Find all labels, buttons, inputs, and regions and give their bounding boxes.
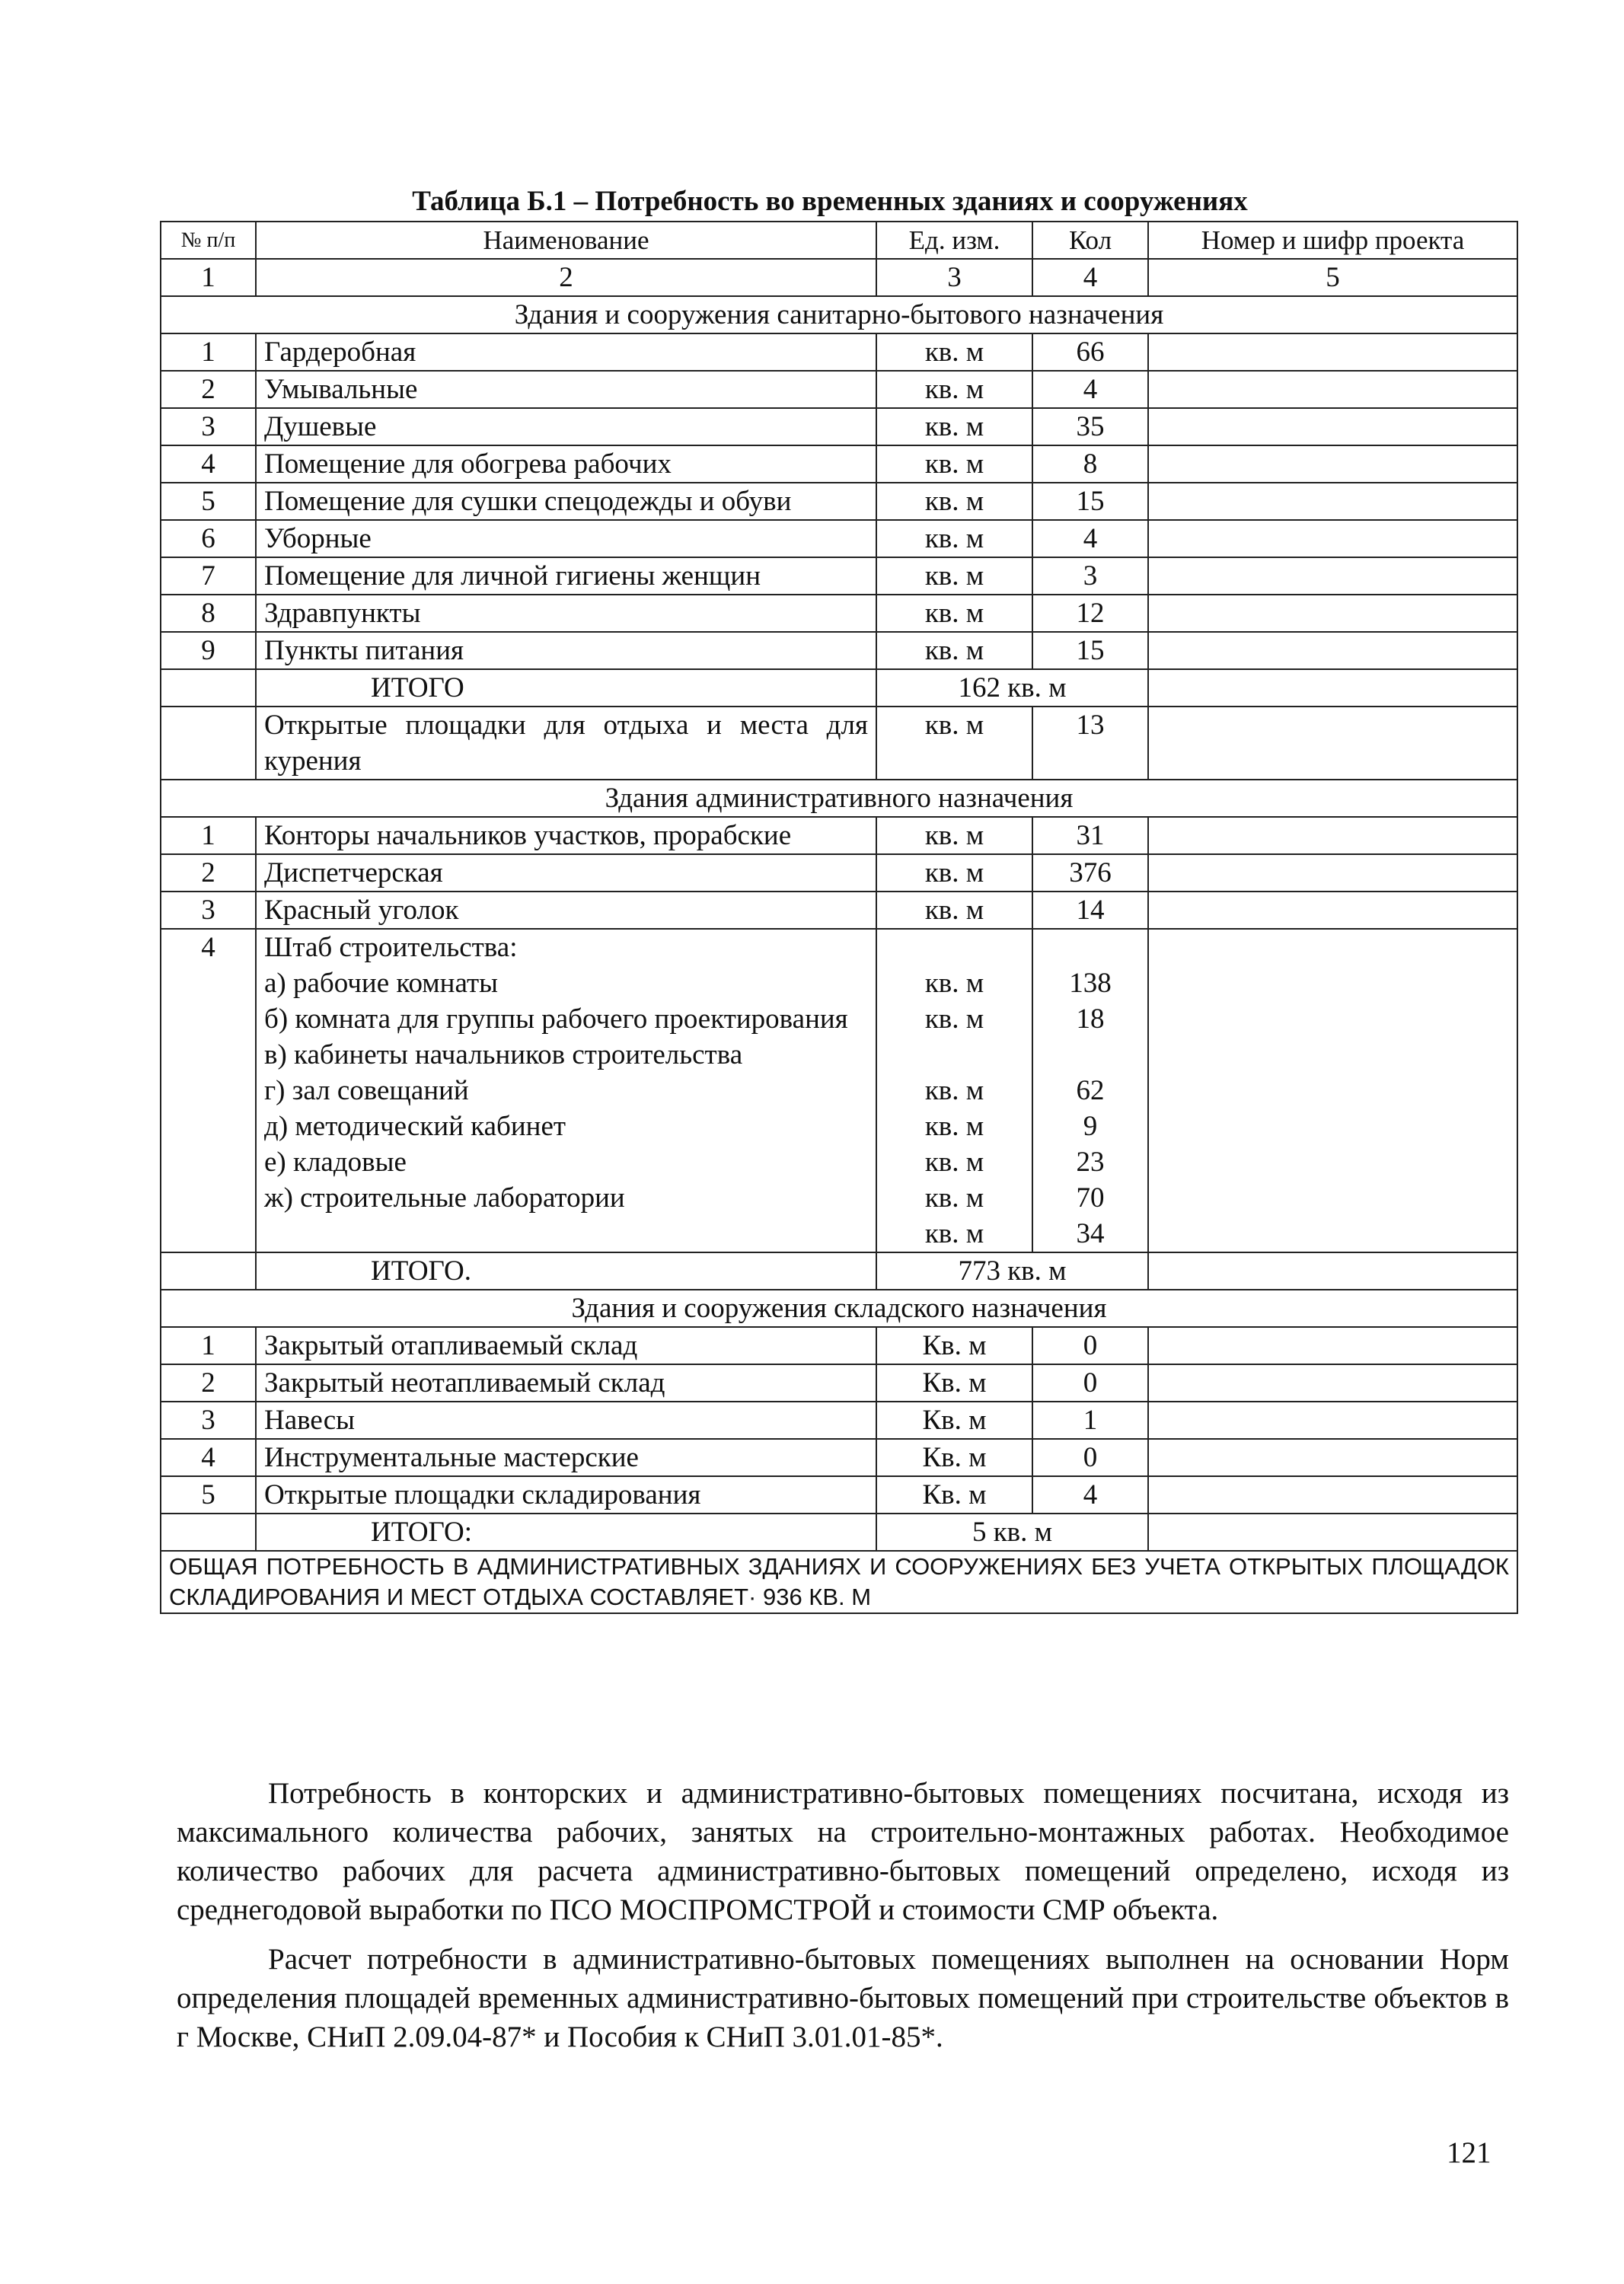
row-unit: кв. м xyxy=(876,445,1032,483)
row-unit: кв. м xyxy=(876,333,1032,371)
hq-item-unit: кв. м xyxy=(924,1075,984,1106)
row-project xyxy=(1148,333,1517,371)
row-name: Инструментальные мастерские xyxy=(256,1439,876,1476)
subtotal-row xyxy=(161,1514,1517,1551)
row-qty: 1 xyxy=(1032,1402,1148,1439)
row-project xyxy=(1148,408,1517,445)
row-project xyxy=(1148,707,1517,780)
row-name: Закрытый отапливаемый склад xyxy=(256,1327,876,1364)
hq-item-name: а) рабочие комнаты xyxy=(264,968,498,999)
table-row xyxy=(161,817,1517,854)
paragraph: Расчет потребности в административно-бытовых помещениях выполнен на основании Норм определения площадей временных административно-бытовых помещений при строительстве объектов в г Москве, СНиП 2.09.04-87* и Пособия к СНиП 3.01.01-85*. xyxy=(177,1943,1509,2053)
spacer xyxy=(1041,1037,1140,1073)
hq-item-unit: кв. м xyxy=(924,1182,984,1214)
row-number xyxy=(161,707,256,780)
row-qty: 35 xyxy=(1032,408,1148,445)
hq-item-qty: 70 xyxy=(1076,1182,1105,1214)
row-unit: Кв. м xyxy=(876,1439,1032,1476)
row-number: 3 xyxy=(161,892,256,929)
column-number: 2 xyxy=(256,259,876,296)
subtotal-empty xyxy=(161,1252,256,1290)
subtotal-label: ИТОГО xyxy=(256,669,876,707)
row-project xyxy=(1148,557,1517,595)
section-title: Здания и сооружения санитарно-бытового назначения xyxy=(161,296,1517,333)
row-project xyxy=(1148,632,1517,669)
hq-item-unit: кв. м xyxy=(924,1111,984,1142)
row-qty: 4 xyxy=(1032,371,1148,408)
paragraph: Потребность в конторских и административно-бытовых помещениях посчитана, исходя из максимального количества рабочих, занятых на строительно-монтажных работах. Необходимое количество рабочих для расчета административно-бытовых помещений определено, исходя из среднегодовой выработки по ПСО МОСПРОМСТРОЙ и стоимости СМР объекта. xyxy=(177,1777,1509,1926)
row-project xyxy=(1148,817,1517,854)
row-unit: кв. м xyxy=(876,520,1032,557)
row-unit: Кв. м xyxy=(876,1402,1032,1439)
row-project xyxy=(1148,483,1517,520)
subtotal-value: 5 кв. м xyxy=(876,1514,1148,1551)
hq-item-name: д) методический кабинет xyxy=(264,1111,566,1142)
row-name: Душевые xyxy=(256,408,876,445)
table-row xyxy=(161,595,1517,632)
row-qty: 0 xyxy=(1032,1364,1148,1402)
table-row xyxy=(161,1327,1517,1364)
subtotal-value: 773 кв. м xyxy=(876,1252,1148,1290)
row-name: Гардеробная xyxy=(256,333,876,371)
row-number: 2 xyxy=(161,371,256,408)
row-unit: кв. м xyxy=(876,483,1032,520)
table-header-row xyxy=(161,222,1517,259)
hq-title: Штаб строительства: xyxy=(264,932,518,963)
table-row xyxy=(161,333,1517,371)
hq-item-qty: 23 xyxy=(1076,1147,1105,1178)
row-name xyxy=(256,929,876,1252)
row-unit: кв. м xyxy=(876,595,1032,632)
row-number: 3 xyxy=(161,1402,256,1439)
subtotal-empty xyxy=(161,669,256,707)
row-unit: кв. м xyxy=(876,408,1032,445)
row-project xyxy=(1148,1364,1517,1402)
row-name: Красный уголок xyxy=(256,892,876,929)
subtotal-empty xyxy=(161,1514,256,1551)
row-unit: Кв. м xyxy=(876,1476,1032,1514)
subtotal-row xyxy=(161,1252,1517,1290)
row-number: 4 xyxy=(161,929,256,1252)
row-qty: 66 xyxy=(1032,333,1148,371)
row-qty: 15 xyxy=(1032,632,1148,669)
row-qty: 0 xyxy=(1032,1439,1148,1476)
grand-total-text: ОБЩАЯ ПОТРЕБНОСТЬ В АДМИНИСТРАТИВНЫХ ЗДАНИЯХ И СООРУЖЕНИЯХ БЕЗ УЧЕТА ОТКРЫТЫХ ПЛОЩАДОК СКЛАДИРОВАНИЯ И МЕСТ ОТДЫХА СОСТАВЛЯЕТ· 936 КВ. М xyxy=(161,1551,1517,1613)
row-project xyxy=(1148,595,1517,632)
hq-item-name: г) зал совещаний xyxy=(264,1075,469,1106)
row-project xyxy=(1148,520,1517,557)
table-row-hq xyxy=(161,929,1517,1252)
subtotal-label: ИТОГО: xyxy=(256,1514,876,1551)
hq-item-unit: кв. м xyxy=(924,968,984,999)
row-name: Конторы начальников участков, прорабские xyxy=(256,817,876,854)
row-number: 5 xyxy=(161,483,256,520)
row-unit: кв. м xyxy=(876,817,1032,854)
row-project xyxy=(1148,1402,1517,1439)
row-name: Пункты питания xyxy=(256,632,876,669)
row-unit: кв. м xyxy=(876,371,1032,408)
section-header-row xyxy=(161,296,1517,333)
row-number: 6 xyxy=(161,520,256,557)
row-name: Открытые площадки складирования xyxy=(256,1476,876,1514)
row-number: 4 xyxy=(161,1439,256,1476)
subtotal-project xyxy=(1148,1514,1517,1551)
subtotal-value: 162 кв. м xyxy=(876,669,1148,707)
row-qty: 376 xyxy=(1032,854,1148,892)
row-name: Помещение для сушки спецодежды и обуви xyxy=(256,483,876,520)
hq-item-name: б) комната для группы рабочего проектирования xyxy=(264,1003,848,1035)
table-row xyxy=(161,1476,1517,1514)
hq-item-name: в) кабинеты начальников строительства xyxy=(264,1039,743,1070)
body-text xyxy=(177,1774,1509,2056)
row-number: 2 xyxy=(161,1364,256,1402)
table-row xyxy=(161,1402,1517,1439)
row-number: 1 xyxy=(161,817,256,854)
row-number: 9 xyxy=(161,632,256,669)
table-row xyxy=(161,854,1517,892)
table-row-extra xyxy=(161,707,1517,780)
hq-item-unit: кв. м xyxy=(924,1218,984,1249)
subtotal-label: ИТОГО. xyxy=(256,1252,876,1290)
row-qty: 12 xyxy=(1032,595,1148,632)
column-number: 1 xyxy=(161,259,256,296)
row-project xyxy=(1148,929,1517,1252)
page-number: 121 xyxy=(1447,2136,1492,2169)
requirements-table xyxy=(160,221,1518,1614)
hq-item-qty: 9 xyxy=(1083,1111,1098,1142)
table-row xyxy=(161,445,1517,483)
section-title: Здания административного назначения xyxy=(161,780,1517,817)
row-name: Диспетчерская xyxy=(256,854,876,892)
section-header-row xyxy=(161,1290,1517,1327)
row-qty: 0 xyxy=(1032,1327,1148,1364)
column-number: 3 xyxy=(876,259,1032,296)
row-name: Помещение для личной гигиены женщин xyxy=(256,557,876,595)
row-qty xyxy=(1032,929,1148,1252)
row-project xyxy=(1148,1439,1517,1476)
row-unit: кв. м xyxy=(876,707,1032,780)
row-qty: 8 xyxy=(1032,445,1148,483)
table-row xyxy=(161,557,1517,595)
table-row xyxy=(161,1364,1517,1402)
row-number: 1 xyxy=(161,333,256,371)
row-number: 2 xyxy=(161,854,256,892)
grand-total-row xyxy=(161,1551,1517,1613)
table-row xyxy=(161,892,1517,929)
row-name: Уборные xyxy=(256,520,876,557)
row-number: 1 xyxy=(161,1327,256,1364)
hq-item-name: ж) строительные лаборатории xyxy=(264,1182,625,1214)
row-qty: 14 xyxy=(1032,892,1148,929)
subtotal-project xyxy=(1148,669,1517,707)
row-name: Закрытый неотапливаемый склад xyxy=(256,1364,876,1402)
row-unit: Кв. м xyxy=(876,1364,1032,1402)
row-qty: 4 xyxy=(1032,1476,1148,1514)
row-project xyxy=(1148,1476,1517,1514)
row-name: Навесы xyxy=(256,1402,876,1439)
table-row xyxy=(161,371,1517,408)
hq-item-qty: 34 xyxy=(1076,1218,1105,1249)
row-number: 7 xyxy=(161,557,256,595)
hq-item-qty: 138 xyxy=(1069,968,1112,999)
header-project: Номер и шифр проекта xyxy=(1148,222,1517,259)
header-unit: Ед. изм. xyxy=(876,222,1032,259)
section-title: Здания и сооружения складского назначения xyxy=(161,1290,1517,1327)
row-name: Помещение для обогрева рабочих xyxy=(256,445,876,483)
table-row xyxy=(161,632,1517,669)
spacer xyxy=(885,930,1024,965)
row-unit xyxy=(876,929,1032,1252)
header-name: Наименование xyxy=(256,222,876,259)
row-number: 8 xyxy=(161,595,256,632)
row-number: 5 xyxy=(161,1476,256,1514)
header-num: № п/п xyxy=(161,222,256,259)
row-number: 3 xyxy=(161,408,256,445)
hq-item-unit: кв. м xyxy=(924,1003,984,1035)
row-unit: кв. м xyxy=(876,632,1032,669)
row-unit: кв. м xyxy=(876,892,1032,929)
row-name: Открытые площадки для отдыха и места для курения xyxy=(256,707,876,780)
subtotal-row xyxy=(161,669,1517,707)
table-row xyxy=(161,408,1517,445)
row-number: 4 xyxy=(161,445,256,483)
row-project xyxy=(1148,854,1517,892)
row-qty: 31 xyxy=(1032,817,1148,854)
column-number: 5 xyxy=(1148,259,1517,296)
header-qty: Кол xyxy=(1032,222,1148,259)
row-unit: кв. м xyxy=(876,854,1032,892)
row-project xyxy=(1148,445,1517,483)
row-qty: 4 xyxy=(1032,520,1148,557)
row-project xyxy=(1148,892,1517,929)
table-row xyxy=(161,483,1517,520)
section-header-row xyxy=(161,780,1517,817)
table-title: Таблица Б.1 – Потребность во временных зданиях и сооружениях xyxy=(412,186,1248,217)
hq-item-unit: кв. м xyxy=(924,1147,984,1178)
spacer xyxy=(1041,930,1140,965)
row-qty: 3 xyxy=(1032,557,1148,595)
column-number: 4 xyxy=(1032,259,1148,296)
table-row xyxy=(161,520,1517,557)
subtotal-project xyxy=(1148,1252,1517,1290)
hq-item-qty: 62 xyxy=(1076,1075,1105,1106)
column-number-row xyxy=(161,259,1517,296)
row-unit: Кв. м xyxy=(876,1327,1032,1364)
row-project xyxy=(1148,371,1517,408)
table-row xyxy=(161,1439,1517,1476)
row-unit: кв. м xyxy=(876,557,1032,595)
hq-item-qty: 18 xyxy=(1076,1003,1105,1035)
row-name: Умывальные xyxy=(256,371,876,408)
row-name: Здравпункты xyxy=(256,595,876,632)
row-qty: 15 xyxy=(1032,483,1148,520)
spacer xyxy=(885,1037,1024,1073)
hq-item-name: е) кладовые xyxy=(264,1147,407,1178)
row-qty: 13 xyxy=(1032,707,1148,780)
row-project xyxy=(1148,1327,1517,1364)
